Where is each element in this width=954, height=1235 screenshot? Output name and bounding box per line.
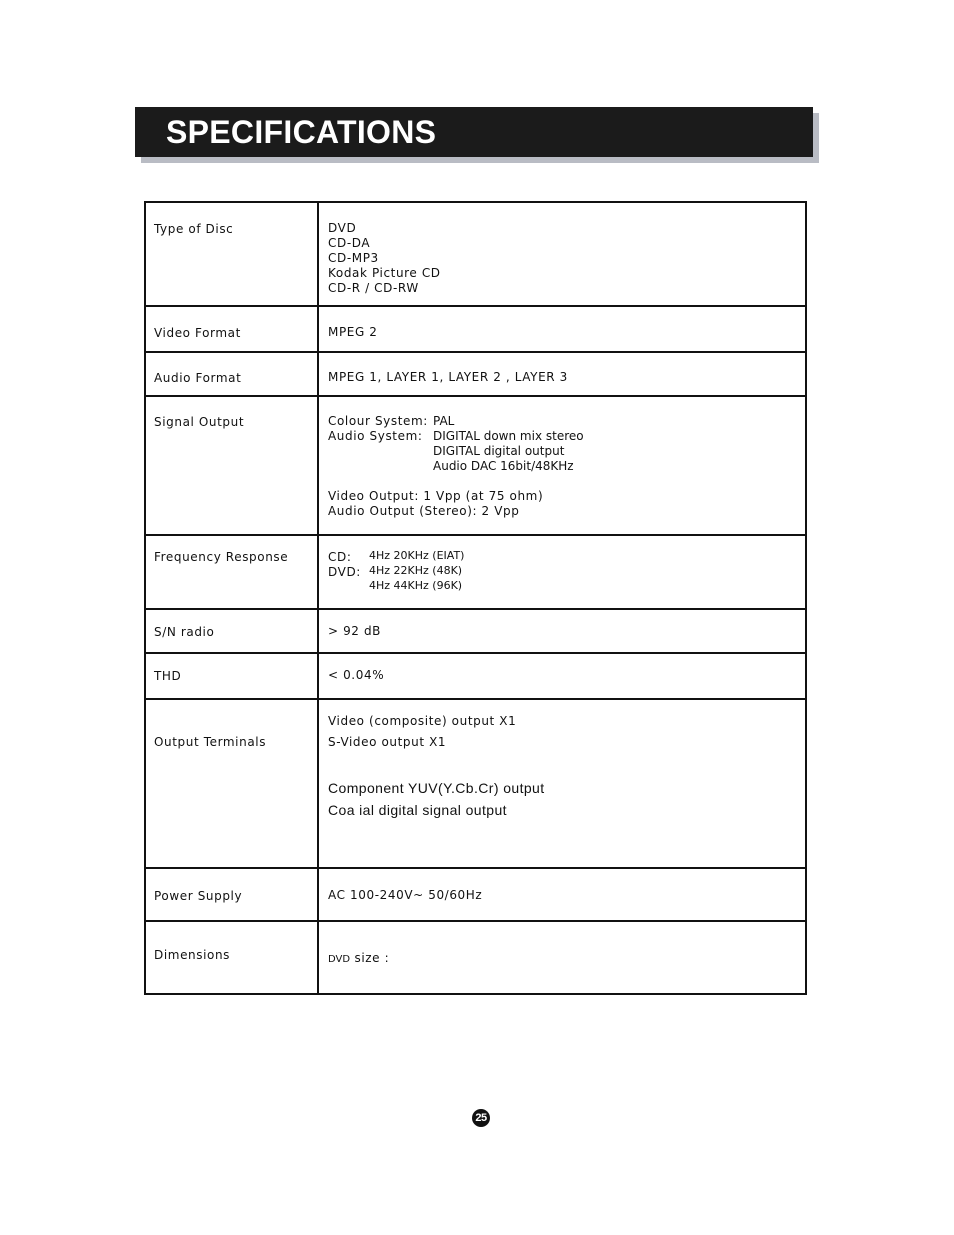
row-power-supply xyxy=(146,869,805,922)
audio-system-item: DIGITAL digital output xyxy=(433,444,565,458)
dimensions-text: size : xyxy=(350,951,390,965)
value-dimensions xyxy=(328,951,389,967)
value-video-format: MPEG 2 xyxy=(328,325,378,339)
title-bar xyxy=(135,107,813,157)
disc-type: CD-R / CD-RW xyxy=(328,281,419,295)
audio-system-values xyxy=(433,429,584,474)
row-dimensions xyxy=(146,922,805,993)
value-sn-radio: > 92 dB xyxy=(328,624,382,638)
disc-type: DVD xyxy=(328,221,357,235)
output-video-composite: Video (composite) output X1 xyxy=(328,714,517,728)
frequency-item: 4Hz 20KHz (EIAT) xyxy=(369,549,465,562)
value-thd: < 0.04% xyxy=(328,668,385,682)
label-thd: THD xyxy=(154,669,182,683)
cd-label: CD: xyxy=(328,550,352,564)
output-component: Component YUV(Y.Cb.Cr) output xyxy=(328,780,545,796)
label-dimensions: Dimensions xyxy=(154,948,231,962)
output-coaxial: Coa ial digital signal output xyxy=(328,802,507,818)
row-frequency-response xyxy=(146,536,805,610)
label-sn-radio: S/N radio xyxy=(154,625,215,639)
label-frequency-response: Frequency Response xyxy=(154,550,289,564)
page-number-badge: 25 xyxy=(472,1109,490,1127)
frequency-item: 4Hz 44KHz (96K) xyxy=(369,579,463,592)
audio-system-item: Audio DAC 16bit/48KHz xyxy=(433,459,574,473)
disc-type: CD-DA xyxy=(328,236,371,250)
page-title: SPECIFICATIONS xyxy=(166,114,437,150)
row-thd xyxy=(146,654,805,700)
frequency-item: 4Hz 22KHz (48K) xyxy=(369,564,463,577)
row-type-of-disc xyxy=(146,203,805,307)
dvd-label: DVD: xyxy=(328,565,361,579)
row-signal-output xyxy=(146,397,805,536)
colour-system-value: PAL xyxy=(433,414,455,428)
row-video-format xyxy=(146,307,805,353)
value-type-of-disc xyxy=(328,221,441,296)
label-power-supply: Power Supply xyxy=(154,889,243,903)
label-audio-format: Audio Format xyxy=(154,371,242,385)
row-audio-format xyxy=(146,353,805,397)
frequency-values xyxy=(369,548,464,593)
row-output-terminals xyxy=(146,700,805,869)
output-s-video: S-Video output X1 xyxy=(328,735,447,749)
label-signal-output: Signal Output xyxy=(154,415,245,429)
specifications-table xyxy=(144,201,807,995)
value-power-supply: AC 100-240V~ 50/60Hz xyxy=(328,888,483,902)
disc-type: Kodak Picture CD xyxy=(328,266,441,280)
dimensions-prefix: DVD xyxy=(328,954,351,965)
video-output: Video Output: 1 Vpp (at 75 ohm) xyxy=(328,489,544,503)
label-video-format: Video Format xyxy=(154,326,241,340)
audio-system-item: DIGITAL down mix stereo xyxy=(433,429,584,443)
label-type-of-disc: Type of Disc xyxy=(154,222,234,236)
disc-type: CD-MP3 xyxy=(328,251,379,265)
label-output-terminals: Output Terminals xyxy=(154,735,267,749)
row-sn-radio xyxy=(146,610,805,654)
audio-system-label: Audio System: xyxy=(328,429,423,443)
value-audio-format: MPEG 1, LAYER 1, LAYER 2 , LAYER 3 xyxy=(328,370,568,384)
colour-system-label: Colour System: xyxy=(328,414,428,428)
audio-output: Audio Output (Stereo): 2 Vpp xyxy=(328,504,520,518)
